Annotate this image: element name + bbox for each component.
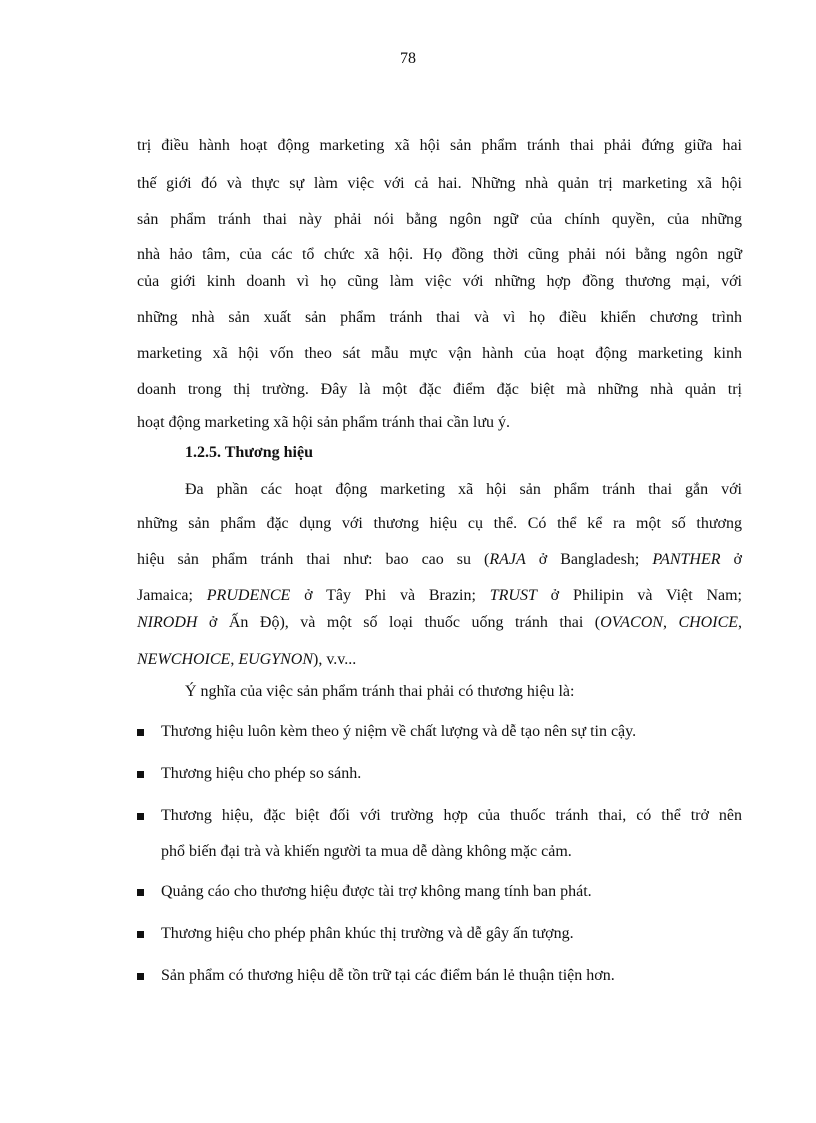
text-run: ở Bangladesh; — [525, 551, 653, 568]
paragraph-line: sản phẩm tránh thai này phải nói bằng ngôn ngữ của chính quyền, của những — [137, 211, 742, 228]
bullet-icon — [137, 931, 144, 938]
paragraph-line: thế giới đó và thực sự làm việc với cả hai. Những nhà quản trị marketing xã hội — [137, 175, 742, 192]
bullet-icon — [137, 973, 144, 980]
brand-name: EUGYNON — [238, 651, 314, 668]
text-run: ở Tây Phi và Brazin; — [290, 587, 490, 604]
section-heading: 1.2.5. Thương hiệu — [185, 444, 313, 461]
bullet-icon — [137, 813, 144, 820]
paragraph-line — [137, 586, 742, 606]
bullet-text: Sản phẩm có thương hiệu dễ tồn trữ tại các điểm bán lẻ thuận tiện hơn. — [161, 967, 615, 984]
text-run: , — [738, 614, 743, 631]
text-run: hiệu sản phẩm tránh thai như: bao cao su ( — [137, 551, 490, 568]
text-run: ở Ấn Độ), và một số loại thuốc uống tránh thai ( — [197, 614, 601, 631]
paragraph-line: doanh trong thị trường. Đây là một đặc điểm đặc biệt mà những nhà quản trị — [137, 381, 742, 398]
paragraph-line: những nhà sản xuất sản phẩm tránh thai và vì họ điều khiển chương trình — [137, 309, 742, 326]
paragraph-line: của giới kinh doanh vì họ cũng làm việc với những hợp đồng thương mại, với — [137, 273, 742, 290]
paragraph-line — [137, 613, 742, 633]
bullet-text: phổ biến đại trà và khiến người ta mua dễ dàng không mặc cảm. — [161, 843, 572, 860]
bullet-text: Thương hiệu cho phép so sánh. — [161, 765, 362, 782]
bullet-icon — [137, 771, 144, 778]
text-run: , — [230, 651, 239, 668]
brand-name: PRUDENCE — [206, 587, 291, 604]
brand-name: CHOICE — [678, 614, 739, 631]
bullet-icon — [137, 729, 144, 736]
list-intro: Ý nghĩa của việc sản phẩm tránh thai phải có thương hiệu là: — [185, 683, 575, 700]
text-run: ở — [720, 551, 743, 568]
page-number: 78 — [400, 50, 416, 67]
paragraph-line — [137, 650, 742, 670]
brand-name: NEWCHOICE — [137, 651, 231, 668]
brand-name: OVACON — [600, 614, 663, 631]
brand-name: PANTHER — [652, 551, 721, 568]
paragraph-line — [137, 550, 742, 570]
bullet-text: Thương hiệu luôn kèm theo ý niệm về chất lượng và dễ tạo nên sự tin cậy. — [161, 723, 637, 740]
bullet-text: Thương hiệu cho phép phân khúc thị trường và dễ gây ấn tượng. — [161, 925, 574, 942]
brand-name: TRUST — [489, 587, 537, 604]
paragraph-line: Đa phần các hoạt động marketing xã hội sản phẩm tránh thai gắn với — [185, 481, 742, 498]
text-run: , — [662, 614, 679, 631]
brand-name: NIRODH — [137, 614, 198, 631]
text-run: ở Philipin và Việt Nam; — [536, 587, 742, 604]
bullet-icon — [137, 889, 144, 896]
paragraph-line: hoạt động marketing xã hội sản phẩm tránh thai cần lưu ý. — [137, 414, 511, 431]
paragraph-line: nhà hảo tâm, của các tổ chức xã hội. Họ đồng thời cũng phải nói bằng ngôn ngữ — [137, 246, 742, 263]
bullet-text: Quảng cáo cho thương hiệu được tài trợ không mang tính ban phát. — [161, 883, 592, 900]
text-run: Jamaica; — [137, 587, 207, 604]
bullet-text: Thương hiệu, đặc biệt đối với trường hợp của thuốc tránh thai, có thể trở nên — [161, 807, 742, 824]
paragraph-line: trị điều hành hoạt động marketing xã hội sản phẩm tránh thai phải đứng giữa hai — [137, 137, 742, 154]
paragraph-line: những sản phẩm đặc dụng với thương hiệu cụ thể. Có thể kể ra một số thương — [137, 515, 742, 532]
brand-name: RAJA — [489, 551, 526, 568]
paragraph-line: marketing xã hội vốn theo sát mẫu mực vận hành của hoạt động marketing kinh — [137, 345, 742, 362]
text-run: ), v.v... — [313, 651, 357, 668]
